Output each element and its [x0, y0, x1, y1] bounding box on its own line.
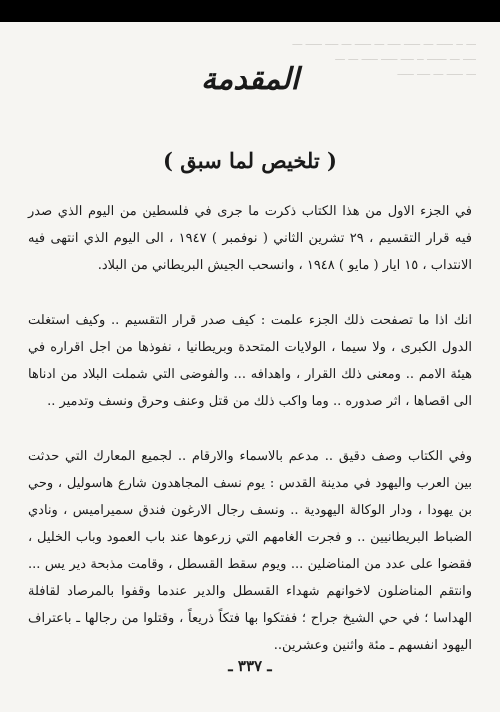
book-page: [0, 22, 500, 712]
bleed-through-text: ـــ ــ ـــــ ـــ ـــــ ــــ ـــ ـــــ ـــ ــــ ـــــ ـــ ــــ ـــ ــــــ ــ ــــ ـــــ ـــــ ـــ ـــ ـــ ـــــ ـــ ــــ ـــــ: [292, 35, 476, 78]
page-number: ـ ٣٣٧ ـ: [228, 657, 272, 675]
chapter-heading: المقدمة: [201, 62, 299, 97]
paragraph-1: في الجزء الاول من هذا الكتاب ذكرت ما جرى في فلسطين من اليوم الذي صدر فيه قرار التقسيم ، ٢٩ تشرين الثاني ( نوفمبر ) ١٩٤٧ ، الى اليوم الذي انتهى فيه الانتداب ، ١٥ ايار ( مايو ) ١٩٤٨ ، وانسحب الجيش البريطاني من البلاد.: [28, 204, 472, 273]
chapter-subheading: ( تلخيص لما سبق ): [163, 148, 337, 173]
paragraph-2: انك اذا ما تصفحت ذلك الجزء علمت : كيف صدر قرار التقسيم .. وكيف استغلت الدول الكبرى ، ولا سيما ، الولايات المتحدة وبريطانيا ، نفوذها من اجل اقراره في هيئة الامم .. ومعنى ذلك القرار ، واهدافه ... والفوضى التي شملت البلاد من ادناها الى اقصاها ، اثر صدوره .. وما واكب ذلك من قتل وعنف وحرق ونسف وتدمير ..: [28, 313, 472, 409]
paragraph-3: وفي الكتاب وصف دقيق .. مدعم بالاسماء والارقام .. لجميع المعارك التي حدثت بين العرب واليهود في مدينة القدس : يوم نسف المجاهدون شارع هاسوليل ، وحي بن يهودا ، ودار الوكالة اليهودية .. ونسف رجال الارغون فندق سميراميس ، ونادي الضباط البريطانيين .. و فجرت الغامهم التي زرعوها عند باب العمود وباب الخليل ، فقضوا على عدد من المناضلين ... ويوم سقط القسطل ، وقامت مذبحة دير يس ... وانتقم المناضلون لاخوانهم شهداء القسطل والدير عندما وقفوا بالمرصاد لقافلة الهداسا ؛ في حي الشيخ جراح ؛ ففتكوا بها فتكاً ذريعاً ، وقتلوا من رجالها ـ باعتراف اليهود انفسهم ـ مئة واثنين وعشرين..: [28, 449, 472, 653]
